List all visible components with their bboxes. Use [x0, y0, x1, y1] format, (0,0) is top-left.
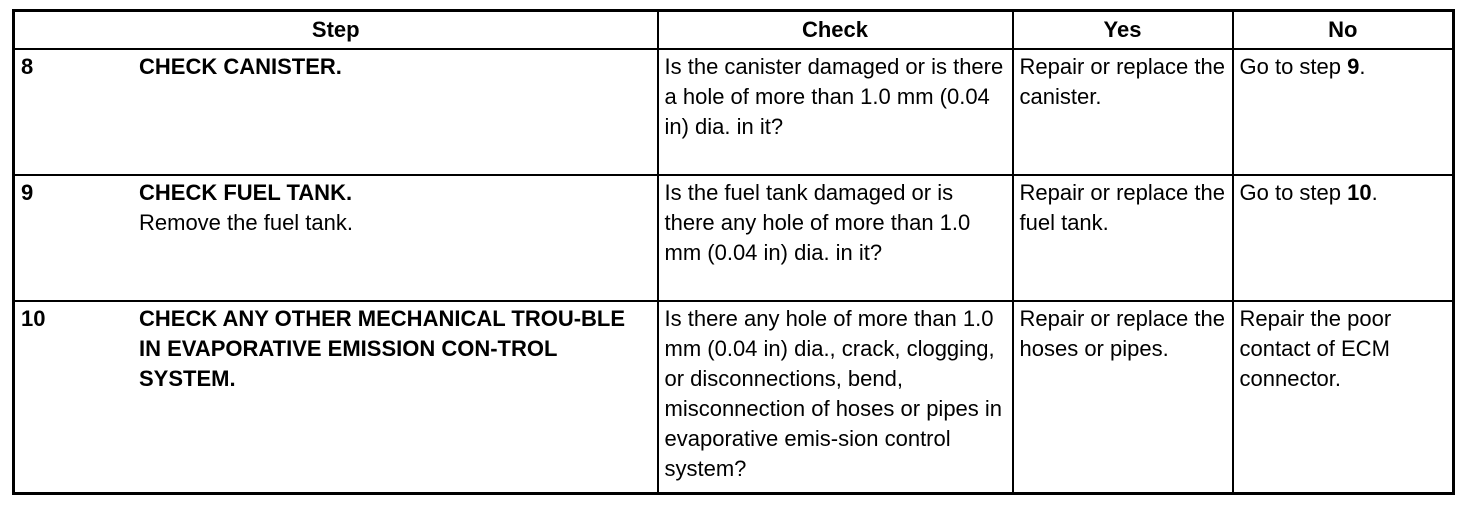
- header-yes: Yes: [1013, 11, 1233, 50]
- step-title: CHECK ANY OTHER MECHANICAL TROU-BLE IN EVAPORATIVE EMISSION CON-TROL SYSTEM.: [139, 306, 626, 391]
- step-wrap: [21, 304, 651, 394]
- no-text: Repair the poor contact of ECM connector.: [1239, 306, 1392, 391]
- step-cell: [14, 175, 658, 301]
- no-text: Go to step: [1239, 54, 1348, 79]
- check-cell: Is the fuel tank damaged or is there any hole of more than 1.0 mm (0.04 in) dia. in it?: [658, 175, 1013, 301]
- step-cell: [14, 301, 658, 494]
- table-row: [14, 49, 1454, 175]
- step-body: [139, 304, 651, 394]
- check-cell: Is there any hole of more than 1.0 mm (0.04 in) dia., crack, clogging, or disconnections, bend, misconnection of hoses or pipes in evaporative emis-sion control system?: [658, 301, 1013, 494]
- step-body: [139, 178, 651, 238]
- no-step-ref: 9: [1347, 54, 1360, 79]
- header-step: Step: [14, 11, 658, 50]
- table-row: [14, 175, 1454, 301]
- no-step-ref: 10: [1347, 180, 1372, 205]
- header-no: No: [1233, 11, 1454, 50]
- diagnostic-table: [12, 9, 1455, 495]
- step-cell: [14, 49, 658, 175]
- no-cell: [1233, 49, 1454, 175]
- step-body: [139, 52, 651, 82]
- step-description: Remove the fuel tank.: [139, 210, 354, 235]
- no-suffix: .: [1371, 180, 1378, 205]
- step-number: 10: [21, 306, 46, 331]
- check-cell: Is the canister damaged or is there a hole of more than 1.0 mm (0.04 in) dia. in it?: [658, 49, 1013, 175]
- step-title: CHECK CANISTER.: [139, 54, 342, 79]
- yes-cell: Repair or replace the hoses or pipes.: [1013, 301, 1233, 494]
- table-header-row: [14, 11, 1454, 50]
- no-cell: [1233, 175, 1454, 301]
- step-number: 8: [21, 54, 34, 79]
- table-row: [14, 301, 1454, 494]
- no-suffix: .: [1359, 54, 1366, 79]
- step-wrap: [21, 178, 651, 238]
- no-cell: [1233, 301, 1454, 494]
- header-check: Check: [658, 11, 1013, 50]
- step-number: 9: [21, 180, 34, 205]
- step-wrap: [21, 52, 651, 82]
- yes-cell: Repair or replace the canister.: [1013, 49, 1233, 175]
- yes-cell: Repair or replace the fuel tank.: [1013, 175, 1233, 301]
- no-text: Go to step: [1239, 180, 1348, 205]
- step-title: CHECK FUEL TANK.: [139, 180, 353, 205]
